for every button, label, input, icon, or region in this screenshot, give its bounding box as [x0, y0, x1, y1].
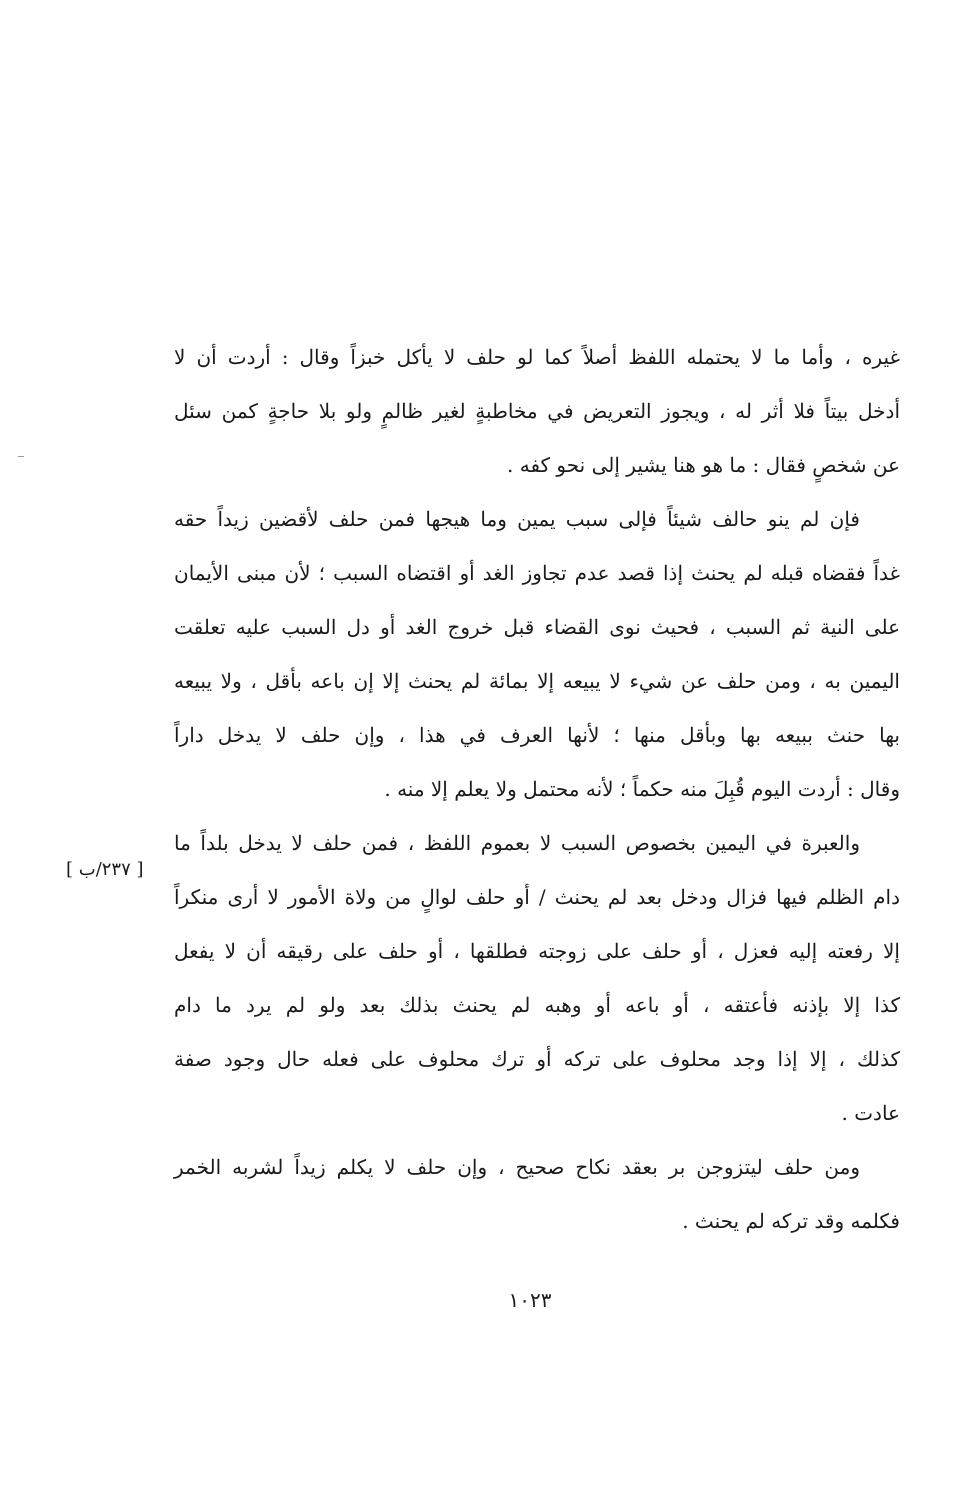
body-text: [174, 330, 900, 1248]
text-line: عادت .: [841, 1101, 900, 1125]
manuscript-folio-note: [ ٢٣٧/ب ]: [66, 859, 144, 880]
text-line: غيره ، وأما ما لا يحتمله اللفظ أصلاً كما لو حلف لا يأكل خبزاً وقال : أردت أن لا: [174, 345, 900, 369]
text-line: أدخل بيتاً فلا أثر له ، ويجوز التعريض في مخاطبةٍ لغير ظالمٍ ولو بلا حاجةٍ كمن سئل: [174, 399, 900, 423]
text-line: غداً فقضاه قبله لم يحنث إذا قصد عدم تجاوز الغد أو اقتضاه السبب ؛ لأن مبنى الأيمان: [174, 561, 900, 585]
text-line: دام الظلم فيها فزال ودخل بعد لم يحنث / أو حلف لوالٍ من ولاة الأمور لا أرى منكراً: [174, 885, 900, 909]
text-line: والعبرة في اليمين بخصوص السبب لا بعموم اللفظ ، فمن حلف لا يدخل بلداً ما: [174, 831, 860, 855]
text-line: ومن حلف ليتزوجن بر بعقد نكاح صحيح ، وإن حلف لا يكلم زيداً لشربه الخمر: [174, 1155, 860, 1179]
text-line: بها حنث ببيعه بها وبأقل منها ؛ لأنها العرف في هذا ، وإن حلف لا يدخل داراً: [174, 723, 900, 747]
text-line: عن شخصٍ فقال : ما هو هنا يشير إلى نحو كفه .: [507, 453, 900, 477]
scan-mark: [18, 456, 24, 457]
text-line: كذا إلا بإذنه فأعتقه ، أو باعه أو وهبه لم يحنث بذلك بعد ولو لم يرد ما دام: [174, 993, 900, 1017]
text-line: إلا رفعته إليه فعزل ، أو حلف على زوجته فطلقها ، أو حلف على رقيقه أن لا يفعل: [174, 939, 900, 963]
text-line: فكلمه وقد تركه لم يحنث .: [682, 1209, 900, 1233]
text-line: على النية ثم السبب ، فحيث نوى القضاء قبل خروج الغد أو دل السبب عليه تعلقت: [174, 615, 901, 639]
text-line: اليمين به ، ومن حلف عن شيء لا يبيعه إلا بمائة لم يحنث إلا إن باعه بأقل ، ولا يبيعه: [174, 669, 900, 693]
text-line: وقال : أردت اليوم قُبِلَ منه حكماً ؛ لأنه محتمل ولا يعلم إلا منه .: [384, 777, 900, 801]
page-number: ١٠٢٣: [508, 1288, 552, 1312]
text-line: كذلك ، إلا إذا وجد محلوف على تركه أو ترك محلوف على فعله حال وجود صفة: [174, 1047, 900, 1071]
text-line: فإن لم ينو حالف شيئاً فإلى سبب يمين وما هيجها فمن حلف لأقضين زيداً حقه: [174, 507, 860, 531]
